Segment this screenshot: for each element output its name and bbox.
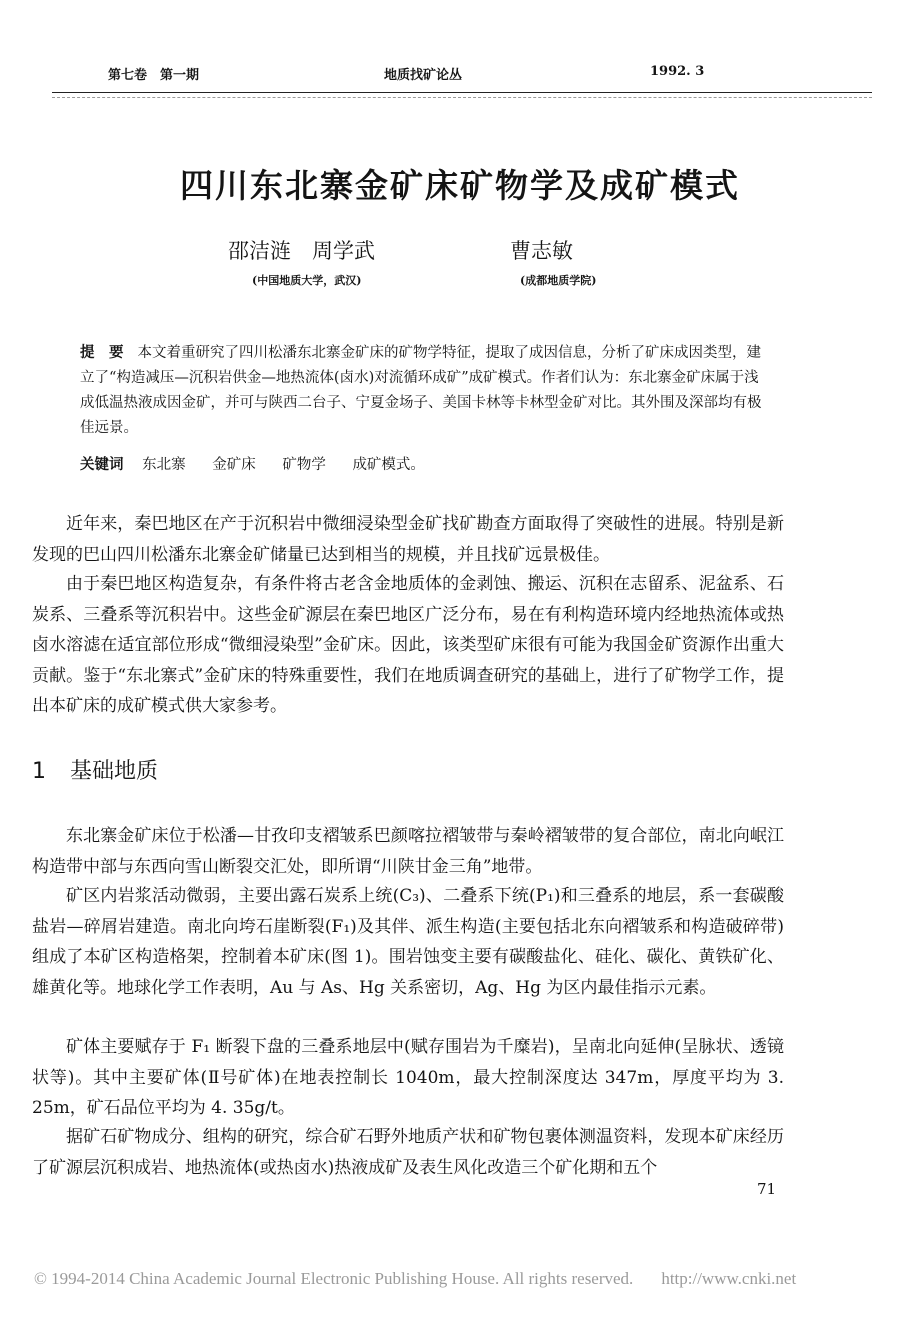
keyword: 矿物学 — [282, 457, 326, 473]
abstract-label: 提 要 — [80, 344, 124, 361]
paper-title: 四川东北寨金矿床矿物学及成矿模式 — [180, 166, 740, 205]
author-group-1: 邵洁涟 周学武 — [228, 239, 375, 263]
section-title: 基础地质 — [70, 759, 159, 784]
geology-paragraph-4: 据矿石矿物成分、组构的研究，综合矿石野外地质产状和矿物包裹体测温资料，发现本矿床经历了矿源层沉积成岩、地热流体(或热卤水)热液成矿及表生风化改造三个矿化期和五个 — [32, 1127, 784, 1178]
author-group-2: 曹志敏 — [510, 239, 573, 263]
keyword: 东北寨 — [142, 457, 186, 473]
header-rule-secondary — [52, 97, 872, 98]
keywords-label: 关键词 — [80, 456, 124, 473]
geology-paragraph-1: 东北寨金矿床位于松潘—甘孜印支褶皱系巴颜喀拉褶皱带与秦岭褶皱带的复合部位，南北向岷江构造带中部与东西向雪山断裂交汇处，即所谓“川陕甘金三角”地带。 — [32, 826, 784, 877]
issue-date: 1992. 3 — [650, 64, 705, 79]
geology-paragraph-2: 矿区内岩浆活动微弱，主要出露石炭系上统(C₃)、二叠系下统(P₁)和三叠系的地层，系一套碳酸盐岩—碎屑岩建造。南北向垮石崖断裂(F₁)及其伴、派生构造(主要包括北东向褶皱系和构造破碎带)组成了本矿区构造格架，控制着本矿床(图 1)。围岩蚀变主要有碳酸盐化、硅化、碳化、黄铁矿化、雄黄化等。地球化学工作表明，Au 与 As、Hg 关系密切，Ag、Hg 为区内最佳指示元素。 — [32, 886, 784, 998]
keyword: 成矿模式。 — [352, 457, 425, 473]
section-number: 1 — [32, 759, 46, 784]
footer-link[interactable]: http://www.cnki.net — [661, 1269, 797, 1288]
section-heading — [32, 754, 158, 785]
copyright-text: © 1994-2014 China Academic Journal Electronic Publishing House. All rights reserved. — [34, 1269, 634, 1288]
journal-name: 地质找矿论丛 — [384, 68, 463, 83]
running-header — [0, 64, 920, 88]
keywords — [80, 452, 770, 478]
affiliation-2: (成都地质学院) — [520, 274, 597, 287]
intro-paragraph-1: 近年来，秦巴地区在产于沉积岩中微细浸染型金矿找矿勘查方面取得了突破性的进展。特别是新发现的巴山四川松潘东北寨金矿储量已达到相当的规模，并且找矿远景极佳。 — [32, 514, 784, 565]
abstract — [80, 340, 770, 441]
intro-paragraph-2: 由于秦巴地区构造复杂，有条件将古老含金地质体的金剥蚀、搬运、沉积在志留系、泥盆系、石炭系、三叠系等沉积岩中。这些金矿源层在秦巴地区广泛分布，易在有利构造环境内经地热流体或热卤水溶滤在适宜部位形成“微细浸染型”金矿床。因此，该类型矿床很有可能为我国金矿资源作出重大贡献。鉴于“东北寨式”金矿床的特殊重要性，我们在地质调查研究的基础上，进行了矿物学工作，提出本矿床的成矿模式供大家参考。 — [32, 574, 784, 716]
page-number: 71 — [757, 1180, 777, 1198]
abstract-text: 本文着重研究了四川松潘东北寨金矿床的矿物学特征，提取了成因信息，分析了矿床成因类型，建立了“构造减压—沉积岩供金—地热流体(卤水)对流循环成矿”成矿模式。作者们认为：东北寨金矿床属于浅成低温热液成因金矿，并可与陕西二台子、宁夏金场子、美国卡林等卡林型金矿对比。其外围及深部均有极佳远景。 — [80, 345, 762, 436]
header-rule — [52, 92, 872, 93]
geology-paragraph-3: 矿体主要赋存于 F₁ 断裂下盘的三叠系地层中(赋存围岩为千糜岩)，呈南北向延伸(呈脉状、透镜状等)。其中主要矿体(Ⅱ号矿体)在地表控制长 1040m，最大控制深度达 347m，厚度平均为 3. 25m，矿石品位平均为 4. 35g/t。 — [32, 1037, 784, 1118]
affiliation-1: (中国地质大学，武汉) — [252, 274, 362, 287]
volume-issue: 第七卷 第一期 — [108, 68, 200, 83]
keyword: 金矿床 — [212, 457, 256, 473]
copyright-footer — [34, 1269, 796, 1289]
